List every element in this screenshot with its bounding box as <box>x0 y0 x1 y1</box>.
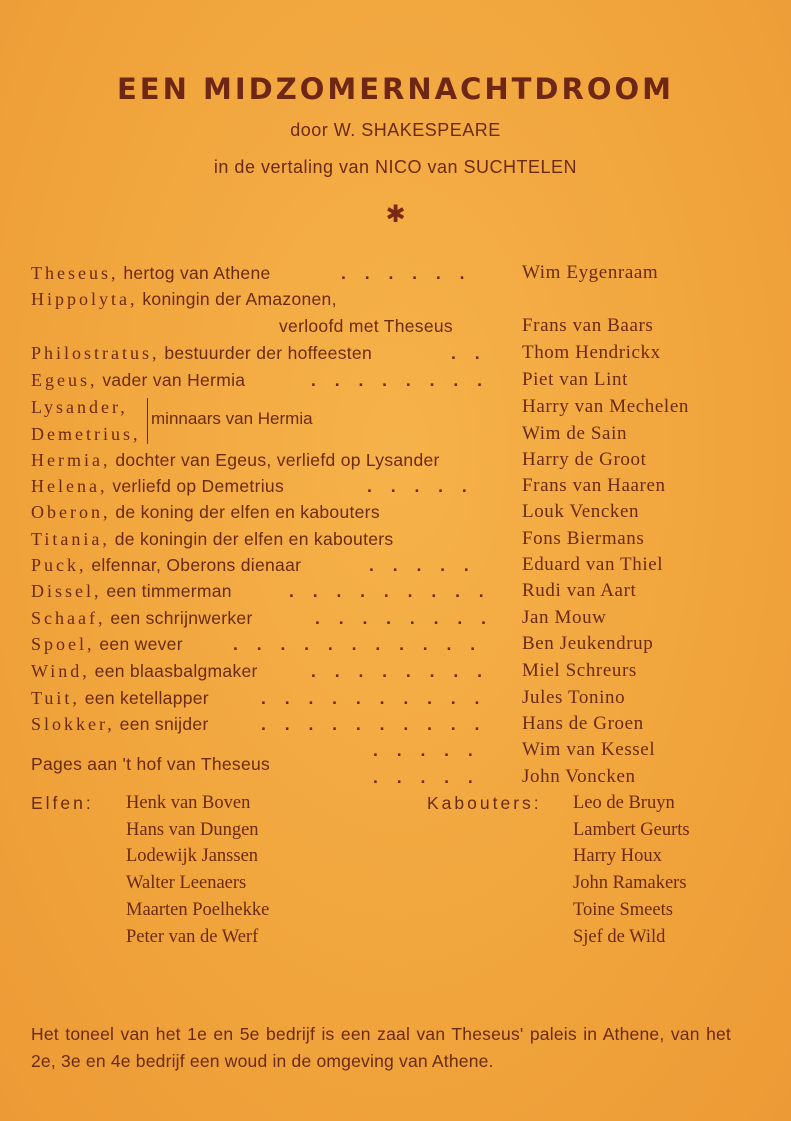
actor-name: Louk Vencken <box>522 501 640 522</box>
cast-row <box>31 447 731 473</box>
actor-name: Frans van Haaren <box>522 475 666 496</box>
actor-name: Hans de Groen <box>522 713 644 734</box>
character-name: Helena, <box>31 476 108 496</box>
cast-row <box>31 367 731 393</box>
cast-row <box>31 552 731 578</box>
character-name: Wind, <box>31 661 90 681</box>
translation-line: in de vertaling van NICO van SUCHTELEN <box>213 157 578 177</box>
character-description: dochter van Egeus, verliefd op Lysander <box>115 450 440 470</box>
cast-row <box>31 658 731 684</box>
character-name: Tuit, <box>31 688 80 708</box>
character-description: verliefd op Demetrius <box>112 476 284 496</box>
character-name: Egeus, <box>31 370 98 390</box>
dot-leader: . . . . . <box>369 555 476 575</box>
character-description: koningin der Amazonen, <box>142 289 337 309</box>
elfen-label: Elfen: <box>31 793 94 813</box>
list-item: Walter Leenaers <box>126 873 247 894</box>
character-description: hertog van Athene <box>123 263 271 283</box>
asterisk-ornament: ✱ <box>385 200 406 228</box>
cast-row <box>31 631 731 657</box>
kabouters-list <box>573 790 690 950</box>
dot-leader: . . . . . . . . <box>315 608 493 628</box>
dot-leader: . . . . . . . . . . <box>261 688 487 708</box>
cast-row <box>31 711 731 737</box>
actor-name: Frans van Baars <box>522 315 654 336</box>
dot-leader: . . . . . . . . <box>311 661 489 681</box>
play-title: EEN MIDZOMERNACHTDROOM <box>116 72 674 106</box>
character-description: elfennar, Oberons dienaar <box>91 555 302 575</box>
character-name: Slokker, <box>31 714 115 734</box>
brace-bracket <box>133 398 148 444</box>
cast-row <box>31 499 731 525</box>
cast-row <box>31 685 731 711</box>
character-description: verloofd met Theseus <box>279 316 453 336</box>
character-description: een wever <box>99 634 183 654</box>
list-item: Leo de Bruyn <box>573 793 675 813</box>
list-item: Lambert Geurts <box>573 819 690 840</box>
actor-name: Fons Biermans <box>522 528 645 549</box>
actor-name: Jan Mouw <box>522 607 607 628</box>
character-description: een blaasbalgmaker <box>94 661 258 681</box>
character-description: een timmerman <box>106 581 232 601</box>
pages-label: Pages aan 't hof van Theseus <box>31 754 271 774</box>
actor-name: Eduard van Thiel <box>522 554 664 575</box>
list-item: Henk van Boven <box>126 793 251 813</box>
character-name: Schaaf, <box>31 608 106 628</box>
actor-name: John Voncken <box>522 766 636 787</box>
brace-label: minnaars van Hermia <box>151 409 313 428</box>
actor-name: Harry de Groot <box>522 449 647 470</box>
character-name: Oberon, <box>31 502 111 522</box>
cast-row <box>31 605 731 631</box>
character-name: Demetrius, <box>31 424 141 444</box>
actor-name: Miel Schreurs <box>522 660 637 681</box>
pages-row-1 <box>31 737 731 763</box>
list-item: Toine Smeets <box>573 899 673 920</box>
character-name: Lysander, <box>31 397 128 417</box>
cast-row <box>31 313 731 339</box>
author-line: door W. SHAKESPEARE <box>290 120 501 140</box>
list-item: John Ramakers <box>573 873 687 894</box>
dot-leader: . . . . . <box>367 476 474 496</box>
stage-setting-note: Het toneel van het 1e en 5e bedrijf is een zaal van Theseus' paleis in Athene, van het 2e, 3e en 4e bedrijf een woud in de omgeving van Athene. <box>31 1024 731 1071</box>
character-name: Titania, <box>31 529 110 549</box>
cast-row <box>31 578 731 604</box>
actor-name: Wim de Sain <box>522 423 628 444</box>
character-description: bestuurder der hoffeesten <box>164 343 372 363</box>
dot-leader: . . <box>451 343 487 363</box>
kabouters-label: Kabouters: <box>427 793 542 813</box>
character-name: Dissel, <box>31 581 102 601</box>
dot-leader: . . . . . . . . . <box>289 581 491 601</box>
character-name: Hippolyta, <box>31 289 138 309</box>
list-item: Sjef de Wild <box>573 926 666 947</box>
actor-name: Piet van Lint <box>522 369 628 390</box>
cast-row <box>31 526 731 552</box>
actor-name: Wim Eygenraam <box>522 262 659 283</box>
cast-row <box>31 286 731 312</box>
character-description: vader van Hermia <box>102 370 246 390</box>
character-name: Hermia, <box>31 450 111 470</box>
character-description: de koningin der elfen en kabouters <box>114 529 394 549</box>
actor-name: Wim van Kessel <box>522 739 656 760</box>
dot-leader: . . . . . . . . . . . <box>233 634 483 654</box>
character-description: de koning der elfen en kabouters <box>115 502 380 522</box>
character-description: een ketellapper <box>84 688 209 708</box>
list-item: Maarten Poelhekke <box>126 899 270 920</box>
elfen-list <box>126 790 269 950</box>
character-description: een schrijnwerker <box>110 608 253 628</box>
dot-leader: . . . . . <box>373 767 480 787</box>
character-name: Theseus, <box>31 263 119 283</box>
dot-leader: . . . . . . . . . . <box>261 714 487 734</box>
list-item: Hans van Dungen <box>126 819 259 840</box>
dot-leader: . . . . . . <box>341 263 472 283</box>
list-item: Peter van de Werf <box>126 926 259 947</box>
dot-leader: . . . . . <box>373 740 480 760</box>
actor-name: Thom Hendrickx <box>522 342 661 363</box>
character-name: Philostratus, <box>31 343 160 363</box>
cast-row <box>31 340 731 366</box>
dot-leader: . . . . . . . . <box>311 370 489 390</box>
list-item: Lodewijk Janssen <box>126 846 259 867</box>
cast-row <box>31 260 731 286</box>
cast-row <box>31 473 731 499</box>
actor-name: Jules Tonino <box>522 687 626 708</box>
actor-name: Harry van Mechelen <box>522 396 689 417</box>
character-description: een snijder <box>119 714 209 734</box>
character-name: Spoel, <box>31 634 95 654</box>
character-name: Puck, <box>31 555 87 575</box>
list-item: Harry Houx <box>573 846 662 867</box>
actor-name: Ben Jeukendrup <box>522 633 654 654</box>
actor-name: Rudi van Aart <box>522 580 637 601</box>
pages-row-2 <box>31 764 731 790</box>
